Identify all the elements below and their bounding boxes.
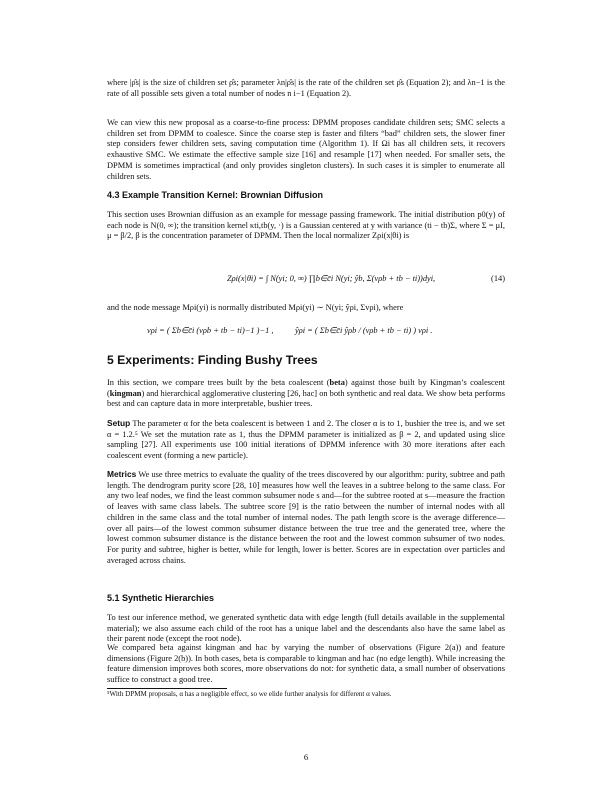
text-run: ) and hierarchical agglomerative clustering [26, hac] on both synthetic and real data. We show beta performs best and can capture data in more interpretable, bushier trees. [107, 388, 505, 409]
run-in-heading-metrics: Metrics [107, 469, 137, 479]
equation-14-body: Zρi(x|θi) = ∫ N(yi; 0, ∞) ∏b∈c̄i N(yi; ŷb, Σ(vρb + tb − ti))dyi, [227, 274, 436, 283]
footnote: ⁵With DPMM proposals, α has a negligible effect, so we elide further analysis for different α values. [107, 690, 392, 698]
text-run: ) against those built by Kingman’s coalescent ( [107, 378, 505, 398]
paragraph-experiments-intro [107, 378, 505, 410]
paragraph-text: We compared beta against kingman and hac by varying the number of observations (Figure 2(a)) and feature dimensions (Figure 2(b)). In both cases, beta is comparable to kingman and hac (no edge length). While increasing the feature dimension improves both scores, more observations do not: for synthetic data, a small number of observations suffice to construct a good tree. [107, 643, 505, 685]
paragraph-text [107, 418, 505, 462]
paragraph-setup [107, 418, 505, 462]
equation-14-number: (14) [491, 274, 505, 283]
equation-y-hat-rho: ŷρi = ( Σb∈c̄i ŷρb / (vρb + tb − ti) ) vρi . [295, 326, 433, 335]
method-kingman: kingman [109, 388, 142, 398]
text-run: The parameter α for the beta coalescent is between 1 and 2. The closer α is to 1, bushier the tree is, and we set α = 1.2.⁵ We set the mutation rate as 1, thus the DPMM parameter is initialized as β = 2, and updated using slice sampling [27]. All experiments use 100 initial iterations of DPMM inference with 30 more iterations after each coalescent event (forming a new particle). [107, 419, 505, 461]
section-heading-4-3: 4.3 Example Transition Kernel: Brownian Diffusion [107, 190, 324, 200]
method-beta: beta [329, 378, 345, 387]
paragraph-children-set-rate [107, 78, 505, 99]
paragraph-text [107, 469, 505, 566]
text-run: In this section, we compare trees built by the beta coalescent ( [107, 378, 330, 387]
section-heading-5-1: 5.1 Synthetic Hierarchies [107, 593, 215, 603]
paragraph-text: This section uses Brownian diffusion as an example for message passing framework. The initial distribution p0(y) of each node is N(0, ∞); the transition kernel κti,tb(y, ·) is a Gaussian centered at y with variance (ti − tb)Σ, where Σ = μI, μ = β/2, β is the concentration parameter of DPMM. Then the local normalizer Zρi(x|θi) is [107, 210, 505, 241]
paragraph-text: where |ρ̂s| is the size of children set ρ̂s; parameter λn|ρ̂s| is the rate of the children set ρ̂s (Equation 2); and λn−1 is the rate of all possible sets given a total number of nodes n i−1 (Equation 2). [107, 78, 505, 98]
paragraph-brownian-diffusion [107, 210, 505, 242]
footnote-rule [107, 688, 227, 689]
page-number: 6 [303, 752, 309, 762]
paragraph-text: We can view this new proposal as a coarse-to-fine process: DPMM proposes candidate children sets; SMC selects a children set from DPMM to coalesce. Since the coarse step is faster and filters “bad” children sets, the slower finer step considers fewer children sets, saving computation time (Algorithm 1). If Ωi has all children sets, it recovers exhaustive SMC. We estimate the effective sample size [16] and resample [17] when needed. For smaller sets, the DPMM is sometimes impractical (and only provides singleton clusters). In such cases it is simpler to enumerate all children sets. [107, 118, 505, 181]
section-heading-5: 5 Experiments: Finding Bushy Trees [107, 353, 318, 367]
paragraph-text: and the node message Mρi(yi) is normally distributed Mρi(yi) ∼ N(yi; ŷρi, Σvρi), where [107, 303, 404, 312]
equation-node-message-params [107, 320, 505, 348]
paragraph-coarse-to-fine [107, 118, 505, 182]
paragraph-synthetic-results [107, 643, 505, 686]
text-run: We use three metrics to evaluate the quality of the trees discovered by our algorithm: purity, subtree and path length. The dendrogram purity score [28, 10] measures how well the leaves in a subtree belong to the same class. For any two leaf nodes, we find the least common subsumer node s and—for the subtree rooted at s—measure the fraction of leaves with same class labels. The subtree score [9] is the ratio between the number of internal nodes with all children in the same class and the total number of internal nodes. The path length score is the average difference—over all pairs—of the lowest common subsumer distance between the true tree and the generated tree, where the lowest common subsumer distance is the distance between the root and the lowest common subsumer of two nodes. For purity and subtree, higher is better, while for length, lower is better. Scores are in expectation over particles and averaged across chains. [107, 470, 505, 565]
equation-14 [107, 268, 505, 298]
equation-v-rho: vρi = ( Σb∈c̄i (vρb + tb − ti)−1 )−1 , [147, 326, 274, 335]
paragraph-text: To test our inference method, we generated synthetic data with edge length (full details available in the supplemental material); we also assume each child of the root has a unique label and the descendants also have the same label as their parent node (except the root node). [107, 613, 505, 644]
paragraph-synthetic-data [107, 613, 505, 645]
run-in-heading-setup: Setup [107, 418, 131, 428]
paragraph-text [107, 378, 505, 410]
paragraph-node-message [107, 303, 505, 314]
paragraph-metrics [107, 469, 505, 566]
